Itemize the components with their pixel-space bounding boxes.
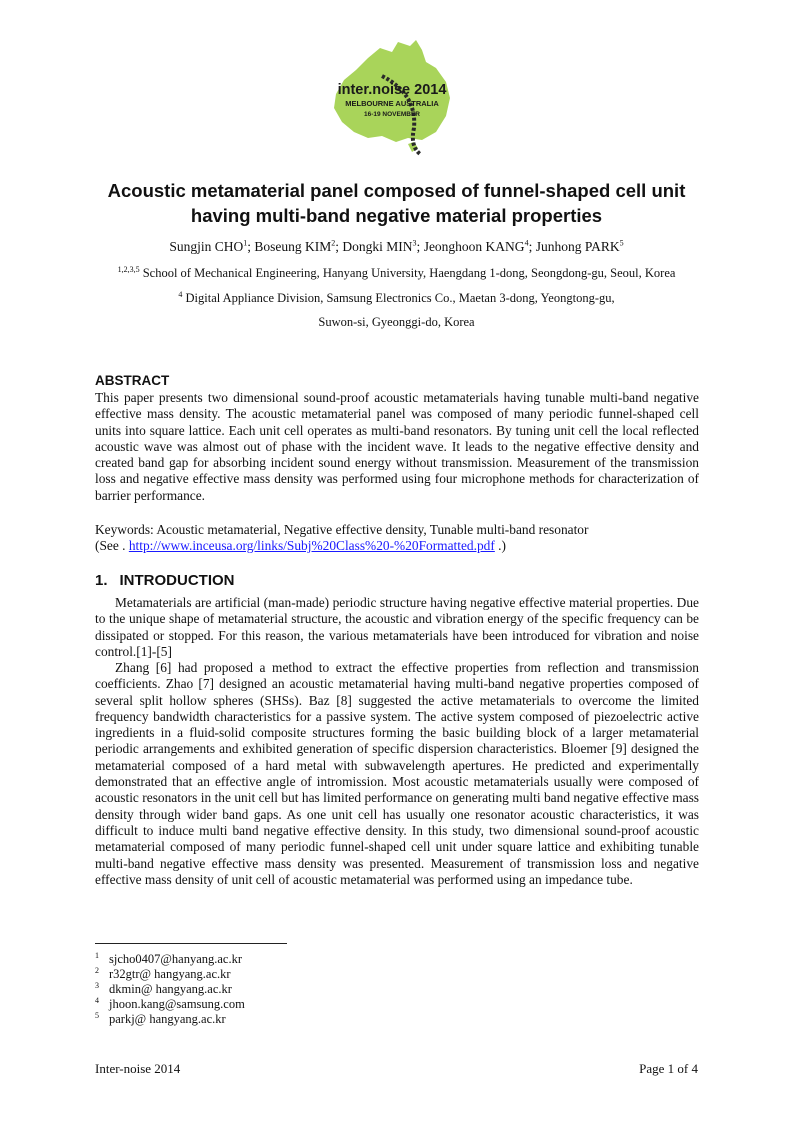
section-number: 1. <box>95 572 108 589</box>
keywords: Keywords: Acoustic metamaterial, Negative effective density, Tunable multi-band resonator <box>95 522 589 537</box>
affiliation-sup: 4 <box>178 289 183 299</box>
footnote-email: sjcho0407@hanyang.ac.kr <box>109 952 243 966</box>
author-sup: 4 <box>524 238 529 248</box>
subject-class-link[interactable]: http://www.inceusa.org/links/Subj%20Class%20-%20Formatted.pdf <box>128 538 495 553</box>
see-suffix: .) <box>494 538 506 553</box>
section-heading-introduction <box>95 572 235 589</box>
affiliation-text: Digital Appliance Division, Samsung Electronics Co., Maetan 3-dong, Yeongtong-gu, <box>185 291 615 305</box>
logo-location: MELBOURNE AUSTRALIA <box>345 99 439 108</box>
logo-title: inter.noise 2014 <box>337 82 447 98</box>
footnote: 2 r32gtr@ hangyang.ac.kr <box>95 965 231 981</box>
author-list: Sungjin CHO$^1$; Boseung KIM$^2$; Dongki MIN$^3$; Jeonghoon KANG$^4$; Junhong PARK$^5$ <box>169 238 624 254</box>
title-line-2: having multi-band negative material properties <box>190 205 603 226</box>
author-sup: 1 <box>243 238 248 248</box>
author-sup: 2 <box>331 238 336 248</box>
footnote-email: dkmin@ hangyang.ac.kr <box>109 982 232 996</box>
author: Junhong PARK <box>535 239 620 254</box>
footnote-divider <box>95 943 287 944</box>
subject-class-line <box>95 538 699 554</box>
see-prefix: (See . <box>95 538 129 553</box>
paper-title <box>60 178 733 228</box>
section-title: INTRODUCTION <box>119 572 235 589</box>
footnote-email: jhoon.kang@samsung.com <box>109 997 245 1011</box>
author: Dongki MIN <box>342 239 413 254</box>
footer-page-number: Page 1 of 4 <box>639 1061 698 1076</box>
footer-conference: Inter-noise 2014 <box>95 1061 181 1076</box>
affiliation-2-line-2: Suwon-si, Gyeonggi-do, Korea <box>318 315 475 329</box>
footnote-email: parkj@ hangyang.ac.kr <box>109 1012 226 1026</box>
author: Boseung KIM <box>254 239 332 254</box>
footnote: 3 dkmin@ hangyang.ac.kr <box>95 980 232 996</box>
author-sup: 3 <box>412 238 417 248</box>
footnote-email: r32gtr@ hangyang.ac.kr <box>109 967 231 981</box>
abstract-text: This paper presents two dimensional sound-proof acoustic metamaterials having tunable multi-band negative effective mass density. The acoustic metamaterial panel was composed of many periodic funnel-shaped cell units into square lattice. Each unit cell operates as multi-band resonators. By tuning unit cell the local reflected acoustic wave was almost out of phase with the incident wave. It leads to the negative effective density and created band gap for absorbing incident sound energy without transmission. Measurement of the transmission loss and negative effective mass density was performed using four microphone methods for characterization of barrier performance. <box>95 390 699 503</box>
author: Jeonghoon KANG <box>423 239 525 254</box>
intro-paragraph-1: Metamaterials are artificial (man-made) periodic structure having negative effective material properties. Due to the unique shape of metamaterial structure, the acoustic and vibration energy of the specific frequency can be dissipated or stopped. For this reason, the various metamaterials have been introduced for vibration and noise control.[1]-[5] <box>95 595 699 659</box>
author-sup: 5 <box>619 238 624 248</box>
intro-paragraph-2: Zhang [6] had proposed a method to extract the effective properties from reflection and transmission coefficients. Zhao [7] designed an acoustic metamaterial having multi-band negative properties composed of several split hollow spheres (SHSs). Baz [8] suggested the active metamaterials to overcome the limited frequency bandwidth characteristics for a passive system. The active system composed of piezoelectric active ingredients in a fluid-solid composite structures forming the basic building block of a larger metamaterial periodic arrangements and exhibited generation of specific dispersion characteristics. Bloemer [9] designed the metamaterial composed of a hard metal with subwavelength apertures. He predicted and experimentally demonstrated that an effective angle of intromission. Most acoustic metamaterials usually were composed of acoustic resonators in the unit cell but has limited performance on generating multi band negative effective mass density through wider band gaps. As one unit cell has usually one resonator acoustic characteristics, it was difficult to induce multi band negative effective density. In this study, two dimensional sound-proof acoustic metamaterial composed of many periodic funnel-shaped cell unit under square lattice and exhibiting tunable multi-band negative effective mass density was presented. Measurement of transmission loss and negative effective mass density of unit cell of acoustic metamaterial was performed using an impedance tube. <box>95 660 699 887</box>
footnote: 5 parkj@ hangyang.ac.kr <box>95 1010 226 1026</box>
logo-dates: 16-19 NOVEMBER <box>364 111 420 118</box>
affiliation-sup: 1,2,3,5 <box>117 264 140 274</box>
affiliation-2 <box>0 290 793 306</box>
footnote: 1 sjcho0407@hanyang.ac.kr <box>95 950 243 966</box>
conference-logo <box>322 36 462 164</box>
abstract-heading: ABSTRACT <box>95 373 170 388</box>
affiliation-text: School of Mechanical Engineering, Hanyang University, Haengdang 1-dong, Seongdong-gu, Seoul, Korea <box>142 266 676 280</box>
author: Sungjin CHO <box>169 239 244 254</box>
affiliation-1 <box>0 265 793 281</box>
footnote: 4 jhoon.kang@samsung.com <box>95 995 245 1011</box>
australia-map-icon <box>322 36 462 164</box>
title-line-1: Acoustic metamaterial panel composed of funnel-shaped cell unit <box>107 180 686 201</box>
